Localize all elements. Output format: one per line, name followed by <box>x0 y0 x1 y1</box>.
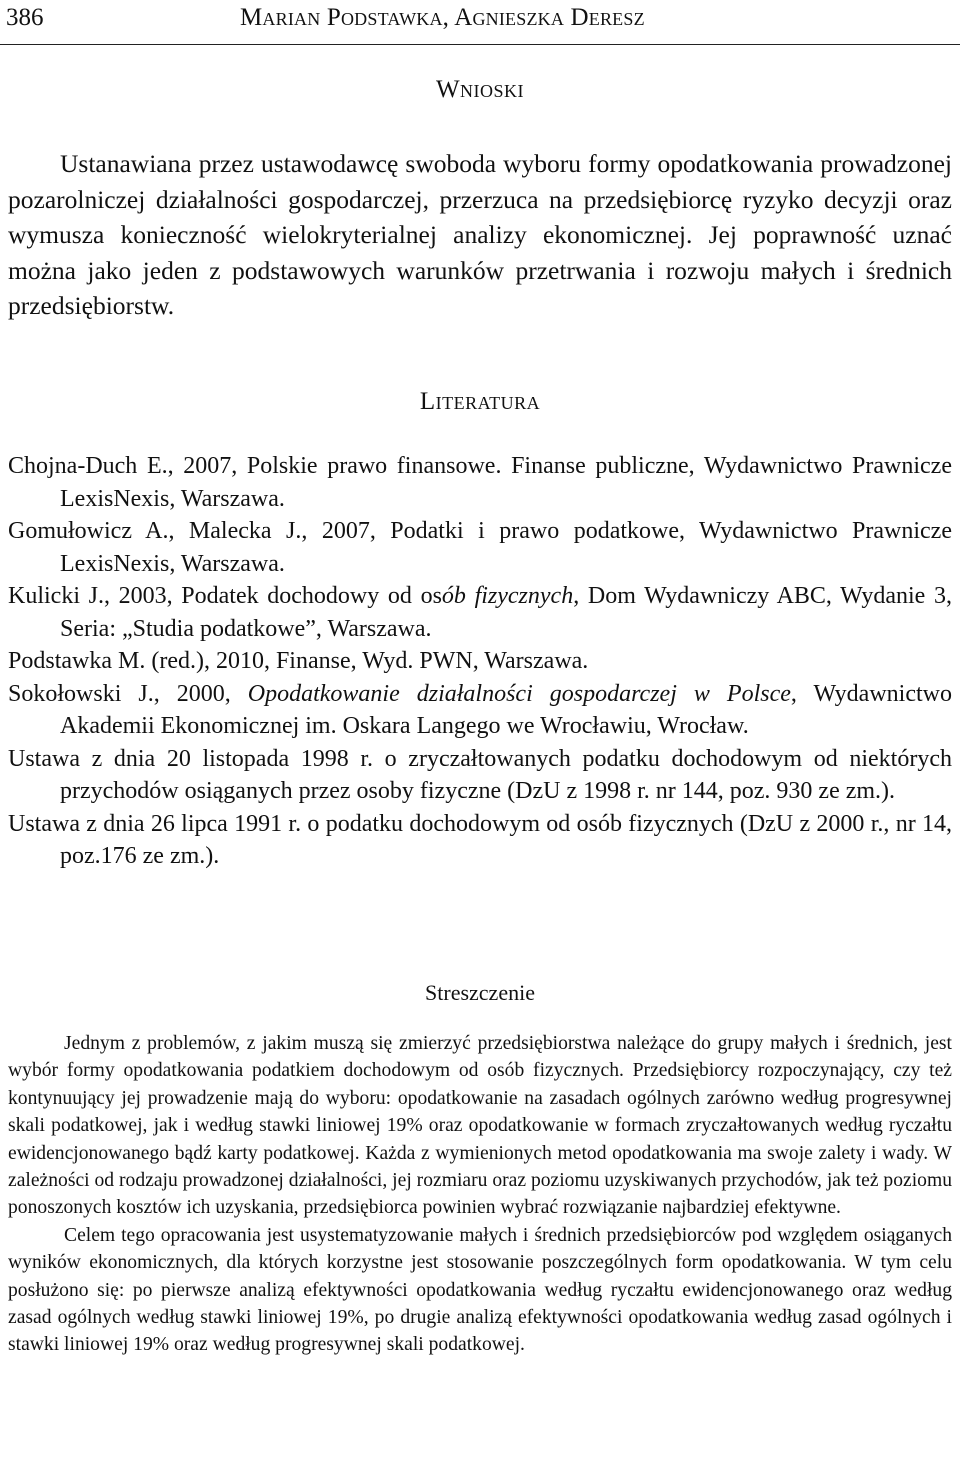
reference-item: Chojna-Duch E., 2007, Polskie prawo finansowe. Finanse publiczne, Wydawnictwo Prawnicze LexisNexis, Warszawa. <box>8 453 952 512</box>
reference-italic-title: ób fizycznych <box>441 583 574 609</box>
reference-item <box>8 580 952 645</box>
reference-italic-title: Opodatkowanie działalności gospodarczej w Polsce <box>247 680 791 707</box>
reference-item: Podstawka M. (red.), 2010, Finanse, Wyd. PWN, Warszawa. <box>8 648 589 674</box>
reference-item: Ustawa z dnia 26 lipca 1991 r. o podatku dochodowym od osób fizycznych (DzU z 2000 r., nr 14, poz.176 ze zm.). <box>8 810 952 869</box>
section-title-conclusions: Wnioski <box>435 76 525 103</box>
reference-item <box>8 678 952 743</box>
page-number: 386 <box>6 4 44 31</box>
abstract-paragraph: Jednym z problemów, z jakim muszą się zmierzyć przedsiębiorstwa należące do grupy małych i średnich, jest wybór formy opodatkowania podatkiem dochodowym od osób fizycznych. Przedsiębiorcy rozpoczynający, czy też kontynuujący jej prowadzenie mają do wyboru: opodatkowanie na zasadach ogólnych zarówno według progresywnej skali podatkowej, jak i według stawki liniowej 19% oraz opodatkowanie w formach zryczałtowanych według ryczałtu ewidencjonowanego bądź karty podatkowej. Każda z wymienionych metod opodatkowania ma swoje zalety i wady. W zależności od rodzaju prowadzonej działalności, jej rozmiaru oraz poziomu uzyskiwanych przychodów, jak też poziomu ponoszonych kosztów ich uzyskania, przedsiębiorca powinien wybrać rozwiązanie najbardziej efektywne. <box>8 1033 952 1219</box>
reference-text: Sokołowski J., 2000, <box>8 680 248 707</box>
reference-item: Ustawa z dnia 20 listopada 1998 r. o zryczałtowanych podatku dochodowym od niektórych przychodów osiąganych przez osoby fizyczne (DzU z 1998 r. nr 144, poz. 930 ze zm.). <box>8 745 952 804</box>
running-head <box>0 0 960 45</box>
reference-list <box>8 450 952 873</box>
conclusions-paragraph: Ustanawiana przez ustawodawcę swoboda wyboru formy opodatkowania prowadzonej pozarolniczej działalności gospodarczej, przerzuca na przedsiębiorcę ryzyko decyzji oraz wymusza konieczność wielokryterialnej analizy ekonomicznej. Jej poprawność uznać można jako jeden z podstawowych warunków przetrwania i rozwoju małych i średnich przedsiębiorstw. <box>8 149 952 320</box>
reference-item: Gomułowicz A., Malecka J., 2007, Podatki i prawo podatkowe, Wydawnictwo Prawnicze LexisNexis, Warszawa. <box>8 518 952 577</box>
reference-text: , Wydawnictwo Akademii Ekonomicznej im. Oskara Langego we Wrocławiu, Wrocław. <box>60 680 952 739</box>
reference-text: Kulicki J., 2003, Podatek dochodowy od os <box>8 583 442 609</box>
abstract-body <box>8 1030 952 1359</box>
abstract-paragraph: Celem tego opracowania jest usystematyzowanie małych i średnich przedsiębiorców pod względem osiąganych wyników ekonomicznych, dla których korzystne jest stosowanie poszczególnych form opodatkowania. W tym celu posłużono się: po pierwsze analizą efektywności opodatkowania według ryczałtu ewidencjonowanego oraz według zasad ogólnych według stawki liniowej 19%, po drugie analizą efektywności opodatkowania według zasad ogólnych i stawki liniowej 19% oraz według progresywnej skali podatkowej. <box>8 1224 952 1356</box>
section-title-literature: Literatura <box>419 388 541 415</box>
reference-text: , Dom Wydawniczy ABC, Wydanie 3, Seria: „Studia podatkowe”, Warszawa. <box>60 583 952 642</box>
abstract-title: Streszczenie <box>425 980 535 1005</box>
running-head-authors: Marian Podstawka, Agnieszka Deresz <box>240 4 645 31</box>
